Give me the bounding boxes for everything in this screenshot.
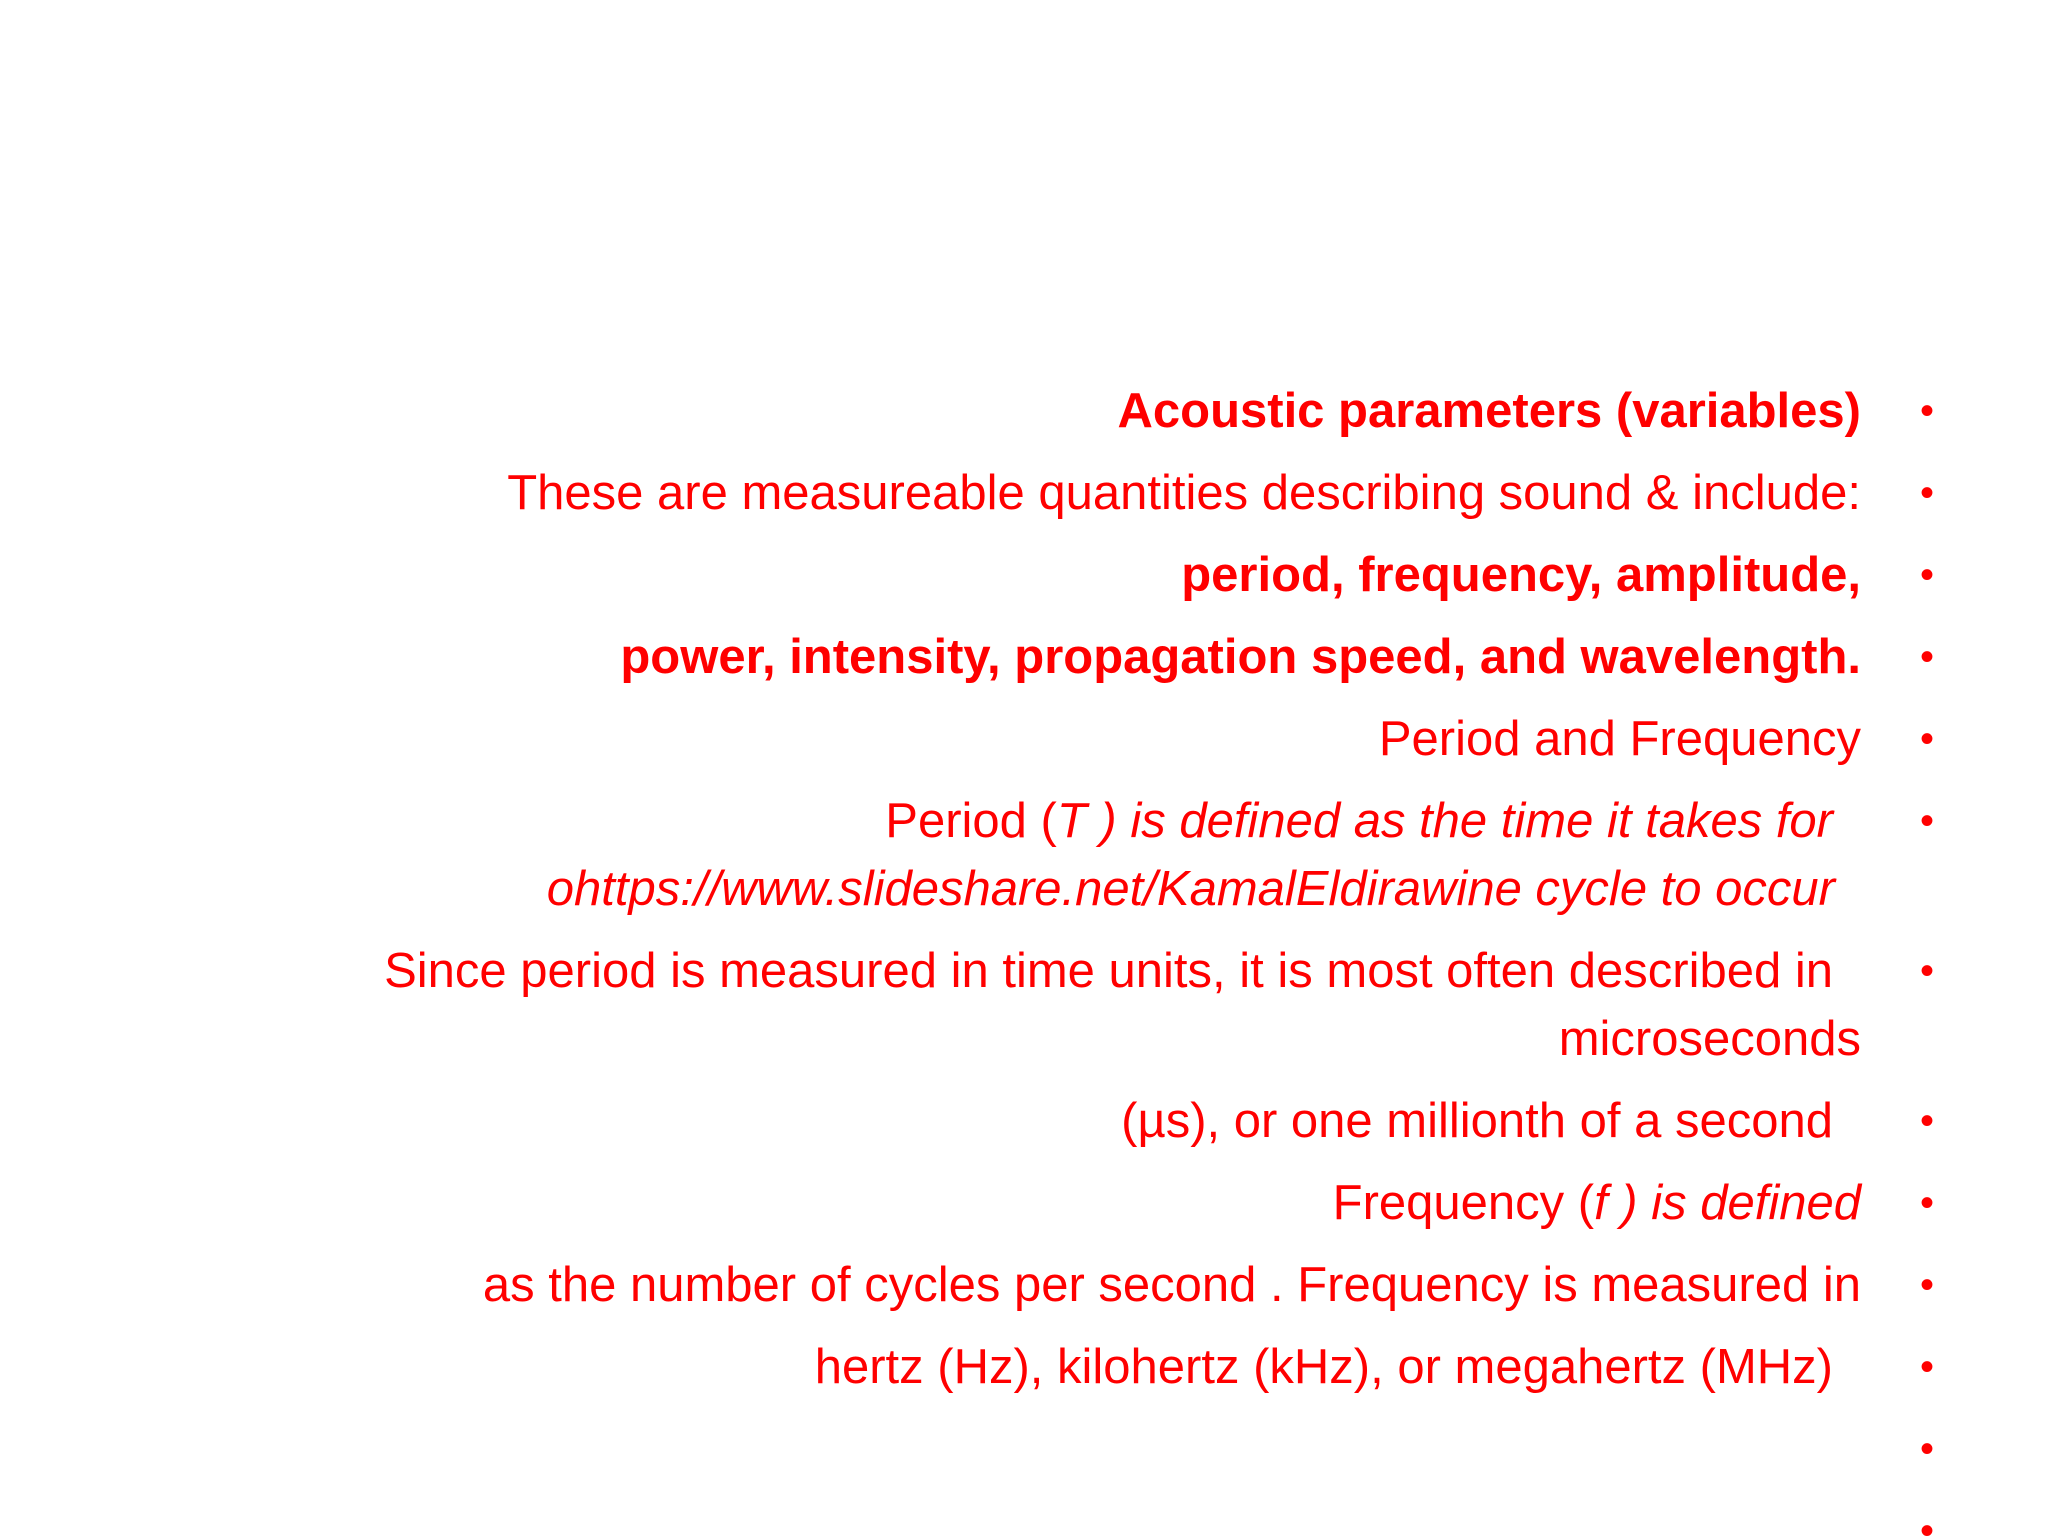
- bullet-11: •: [1920, 1345, 1935, 1389]
- period-prefix: Period (: [885, 794, 1057, 848]
- bullet-3: •: [1920, 553, 1935, 597]
- bullet-7: •: [1920, 949, 1935, 993]
- bullet-text-period-continuation: ohttps://www.slideshare.net/KamalEldirawine cycle to occur: [546, 862, 1835, 916]
- frequency-prefix: Frequency (: [1332, 1176, 1595, 1230]
- frequency-italic: f ) is defined: [1594, 1176, 1861, 1230]
- bullet-8: •: [1920, 1099, 1935, 1143]
- period-italic: T ) is defined as the time it takes for: [1056, 794, 1833, 848]
- bullet-13-empty: •: [1920, 1509, 1935, 1536]
- bullet-text-period-units: Since period is measured in time units, it is most often described in: [384, 944, 1833, 998]
- bullet-text-microseconds: microseconds: [1558, 1012, 1861, 1066]
- bullet-12-empty: •: [1920, 1427, 1935, 1471]
- bullet-5: •: [1920, 717, 1935, 761]
- bullet-text-frequency-definition: [1333, 1172, 1861, 1234]
- bullet-text-parameters-2: power, intensity, propagation speed, and wavelength.: [620, 630, 1861, 684]
- bullet-text-parameters-1: period, frequency, amplitude,: [1181, 548, 1861, 602]
- bullet-text-microsecond-definition: (µs), or one millionth of a second: [1121, 1094, 1833, 1148]
- bullet-text-subheading: Period and Frequency: [1378, 712, 1861, 766]
- bullet-2: •: [1920, 471, 1935, 515]
- bullet-4: •: [1920, 635, 1935, 679]
- bullet-text-intro: These are measureable quantities describing sound & include:: [507, 466, 1861, 520]
- bullet-text-frequency-cycles: as the number of cycles per second . Frequency is measured in: [482, 1258, 1861, 1312]
- bullet-6: •: [1920, 799, 1935, 843]
- slide-heading: Acoustic parameters (variables): [1117, 384, 1861, 438]
- bullet-10: •: [1920, 1263, 1935, 1307]
- bullet-text-frequency-units: hertz (Hz), kilohertz (kHz), or megahertz (MHz): [814, 1340, 1833, 1394]
- bullet-1: •: [1920, 389, 1935, 433]
- bullet-9: •: [1920, 1181, 1935, 1225]
- bullet-text-period-definition: [885, 790, 1833, 852]
